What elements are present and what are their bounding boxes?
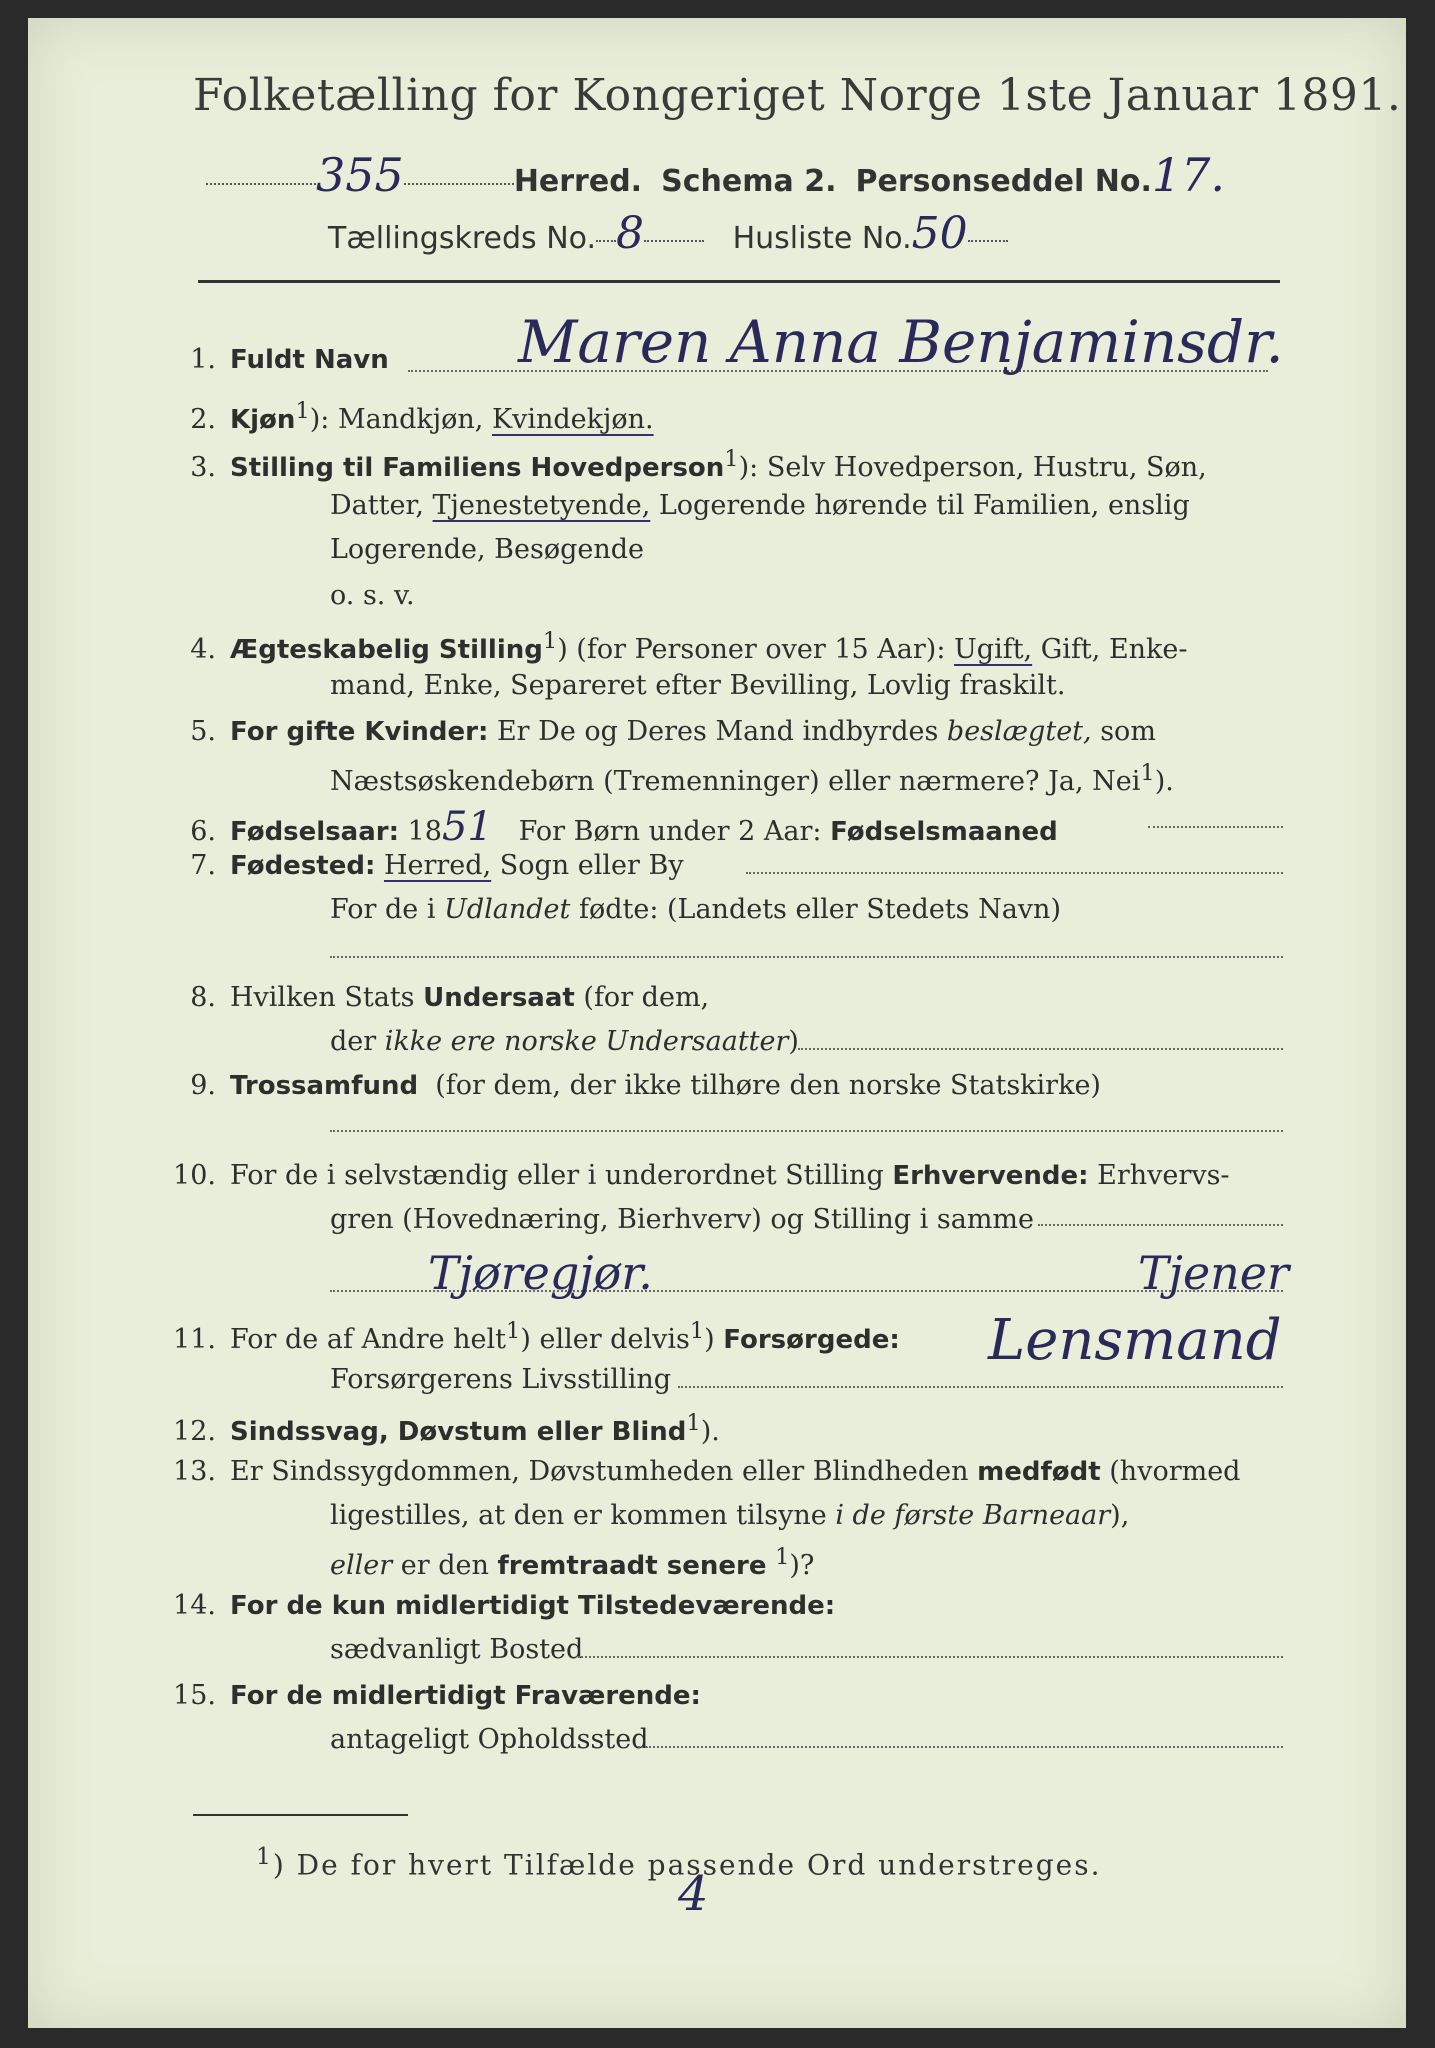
q2-label: Kjøn <box>230 405 296 435</box>
q3-text-a: ): Selv Hovedperson, Hustru, Søn, <box>738 452 1207 483</box>
q15-text-b: antageligt Opholdssted <box>330 1724 649 1755</box>
q4-row <box>158 628 1188 665</box>
q2-options: ): Mandkjøn, <box>309 404 484 435</box>
q10-label: Erhvervende: <box>892 1161 1089 1191</box>
q5-number: 5. <box>190 716 216 747</box>
dotted-leader <box>206 181 316 185</box>
footnote: $^1$) De for hvert Tilfælde passende Ord understreges. <box>256 1842 1102 1882</box>
personseddel-number: 17. <box>1151 148 1225 202</box>
q15-number: 15. <box>173 1680 216 1711</box>
q10-text-b: gren (Hovednæring, Bierhverv) og Stilling i samme <box>330 1204 1035 1235</box>
q3-row <box>158 446 1207 483</box>
q1-handwritten-name: Maren Anna Benjaminsdr. <box>518 308 1284 376</box>
q6-dotted-line <box>1148 826 1283 828</box>
q6-number: 6. <box>190 816 216 847</box>
personseddel-label: Personseddel No. <box>855 164 1152 199</box>
q4-text-a1: ) (for Personer over 15 Aar): <box>557 634 946 665</box>
q5-label: For gifte Kvinder: <box>230 717 489 747</box>
q6-text-b: For Børn under 2 Aar: <box>518 816 822 847</box>
q8-text-a1: Hvilken Stats <box>230 982 415 1013</box>
q5-text-a1: Er De og Deres Mand indbyrdes <box>496 716 939 747</box>
q4-selected-option: Ugift, <box>954 634 1033 665</box>
q9-number: 9. <box>190 1070 216 1101</box>
q7-number: 7. <box>190 850 216 881</box>
q4-label: Ægteskabelig Stilling <box>230 635 543 665</box>
q10-number: 10. <box>173 1160 216 1191</box>
q7-row <box>158 850 684 881</box>
q2-footnote-ref: 1 <box>295 398 310 424</box>
q8-line-b: der ikke ere norske Undersaatter) <box>330 1026 799 1057</box>
q14-number: 14. <box>173 1590 216 1621</box>
q7-selected-option: Herred, <box>383 850 492 881</box>
header-line-1 <box>206 148 1225 202</box>
q12-label: Sindssvag, Døvstum eller Blind <box>230 1417 687 1447</box>
q13-line-b: ligestilles, at den er kommen tilsyne i de første Barneaar), <box>330 1500 1130 1531</box>
q11-dotted-line <box>678 1386 1283 1388</box>
q14-row <box>158 1590 835 1621</box>
dotted-leader <box>644 238 704 242</box>
q3-number: 3. <box>190 452 216 483</box>
q7-text-a: Sogn eller By <box>499 850 684 881</box>
q10-row <box>158 1160 1230 1191</box>
q10-dotted-line <box>1038 1224 1283 1226</box>
q4-footnote-ref: 1 <box>542 628 558 654</box>
q8-text-b1: der <box>330 1026 377 1057</box>
q1-number: 1. <box>190 344 216 375</box>
q8-text-italic: ikke ere norske Undersaatter <box>384 1026 789 1057</box>
q11-footnote-ref-2: 1 <box>689 1318 705 1344</box>
q8-dotted-line <box>798 1048 1283 1050</box>
q8-row <box>158 982 709 1013</box>
q11-text-a1: For de af Andre helt <box>230 1324 507 1355</box>
q10-handwritten-position: Tjener <box>1138 1246 1290 1300</box>
q2-selected-option: Kvindekjøn. <box>491 404 654 435</box>
q9-label: Trossamfund <box>230 1071 419 1101</box>
q10-text-a2: Erhvervs- <box>1097 1160 1230 1191</box>
q11-text-a2: eller delvis <box>539 1324 690 1355</box>
kreds-label: Tællingskreds No. <box>328 221 596 256</box>
q7-blank-line <box>330 956 1283 958</box>
q1-label: Fuldt Navn <box>230 345 389 375</box>
q9-text-a: (for dem, der ikke tilhøre den norske Statskirke) <box>435 1070 1101 1101</box>
q14-label: For de kun midlertidigt Tilstedeværende: <box>230 1591 836 1621</box>
footnote-rule <box>193 1814 408 1816</box>
q4-text-a2: Gift, Enke- <box>1040 634 1188 665</box>
q11-row: 11. For de af Andre helt$^1$) eller delvis$^1$) Forsørgede: <box>158 1318 900 1355</box>
q7-text-b2: fødte: (Landets eller Stedets Navn) <box>578 894 1061 925</box>
q5-text-a2: som <box>1100 716 1156 747</box>
q13-text-a2: (hvormed <box>1109 1456 1241 1487</box>
q13-label-c: fremtraadt senere <box>497 1551 767 1581</box>
q12-number: 12. <box>173 1416 216 1447</box>
q12-row: 12. Sindssvag, Døvstum eller Blind$^1$). <box>158 1410 720 1447</box>
kreds-number: 8 <box>616 208 644 259</box>
q13-text-b1: ligestilles, at den er kommen tilsyne <box>330 1500 827 1531</box>
q5-line-b: Næstsøskendebørn (Tremenninger) eller nærmere? Ja, Nei$^1$). <box>330 760 1174 797</box>
page-mark: 4 <box>678 1866 709 1922</box>
q13-text-italic: i de første Barneaar <box>835 1500 1111 1531</box>
q3-text-b1: Datter, <box>330 490 424 521</box>
q15-row <box>158 1680 701 1711</box>
footnote-text: De for hvert Tilfælde passende Ord understreges. <box>296 1848 1102 1882</box>
q14-text-b: sædvanligt Bosted <box>330 1634 584 1665</box>
q13-text-c-italic: eller <box>330 1550 393 1581</box>
q8-label: Undersaat <box>423 983 575 1013</box>
herred-number: 355 <box>316 148 404 202</box>
q11-label: Forsørgede: <box>723 1325 900 1355</box>
q7-dotted-line <box>746 872 1283 874</box>
q15-label: For de midlertidigt Fraværende: <box>230 1681 701 1711</box>
q10-text-a1: For de i selvstændig eller i underordnet Stilling <box>230 1160 884 1191</box>
q3-selected-option: Tjenestetyende, <box>432 490 651 521</box>
q11-handwritten-provider: Lensmand <box>988 1308 1282 1373</box>
q2-number: 2. <box>190 404 216 435</box>
q11-text-b: Forsørgerens Livsstilling <box>330 1364 672 1395</box>
q3-line-b <box>330 490 1190 521</box>
q8-text-a2: (for dem, <box>583 982 710 1013</box>
q13-footnote-ref: 1 <box>775 1544 790 1570</box>
q13-text-c1: er den <box>400 1550 489 1581</box>
q6-label: Fødselsaar: <box>230 817 399 847</box>
husliste-number: 50 <box>911 208 968 259</box>
q5-footnote-ref: 1 <box>1140 760 1155 786</box>
q13-text-a1: Er Sindssygdommen, Døvstumheden eller Blindheden <box>230 1456 969 1487</box>
q3-text-d: o. s. v. <box>330 580 415 611</box>
q14-dotted-line <box>578 1656 1283 1658</box>
q13-row <box>158 1456 1240 1487</box>
q5-row <box>158 716 1156 747</box>
q13-label: medfødt <box>977 1457 1101 1487</box>
q9-row <box>158 1070 1101 1101</box>
dotted-leader <box>596 238 616 242</box>
husliste-label: Husliste No. <box>732 221 912 256</box>
q7-text-b1: For de i <box>330 894 436 925</box>
dotted-leader <box>968 238 1008 242</box>
q3-text-b2: Logerende hørende til Familien, enslig <box>658 490 1190 521</box>
q13-number: 13. <box>173 1456 216 1487</box>
q4-text-b: mand, Enke, Separeret efter Bevilling, Lovlig fraskilt. <box>330 670 1066 701</box>
q9-blank-line <box>330 1130 1283 1132</box>
q12-footnote-ref: 1 <box>686 1410 701 1436</box>
q7-text-italic: Udlandet <box>444 894 571 925</box>
q3-text-c: Logerende, Besøgende <box>330 534 644 565</box>
q5-text-italic: beslægtet, <box>946 716 1092 747</box>
q6-label-c: Fødselsmaaned <box>830 817 1058 847</box>
footnote-mark: 1 <box>256 1842 273 1870</box>
q11-number: 11. <box>173 1324 216 1355</box>
header-rule <box>198 280 1280 283</box>
header-line-2 <box>328 208 1008 259</box>
q11-footnote-ref: 1 <box>506 1318 521 1344</box>
q1-row <box>158 344 389 375</box>
q10-handwritten-occupation: Tjøregjør. <box>428 1246 653 1300</box>
q6-handwritten-year: 51 <box>441 804 493 850</box>
schema-label: Schema 2. <box>661 164 837 199</box>
q7-line-b <box>330 894 1061 925</box>
herred-label: Herred. <box>513 164 643 199</box>
q8-number: 8. <box>190 982 216 1013</box>
dotted-leader <box>404 181 514 185</box>
q15-dotted-line <box>638 1746 1283 1748</box>
q2-row <box>158 398 654 435</box>
q6-row <box>158 804 1058 850</box>
q3-footnote-ref: 1 <box>724 446 739 472</box>
q4-number: 4. <box>190 634 216 665</box>
q7-label: Fødested: <box>230 851 376 881</box>
q3-label: Stilling til Familiens Hovedperson <box>230 453 725 483</box>
q5-text-b: Næstsøskendebørn (Tremenninger) eller nærmere? Ja, Nei <box>330 766 1141 797</box>
q6-year-prefix: 18 <box>407 816 442 847</box>
q13-line-c: eller er den fremtraadt senere $^1$)? <box>330 1544 815 1581</box>
census-form-sheet <box>28 18 1406 2028</box>
form-title: Folketælling for Kongeriget Norge 1ste Januar 1891. <box>193 70 1402 121</box>
